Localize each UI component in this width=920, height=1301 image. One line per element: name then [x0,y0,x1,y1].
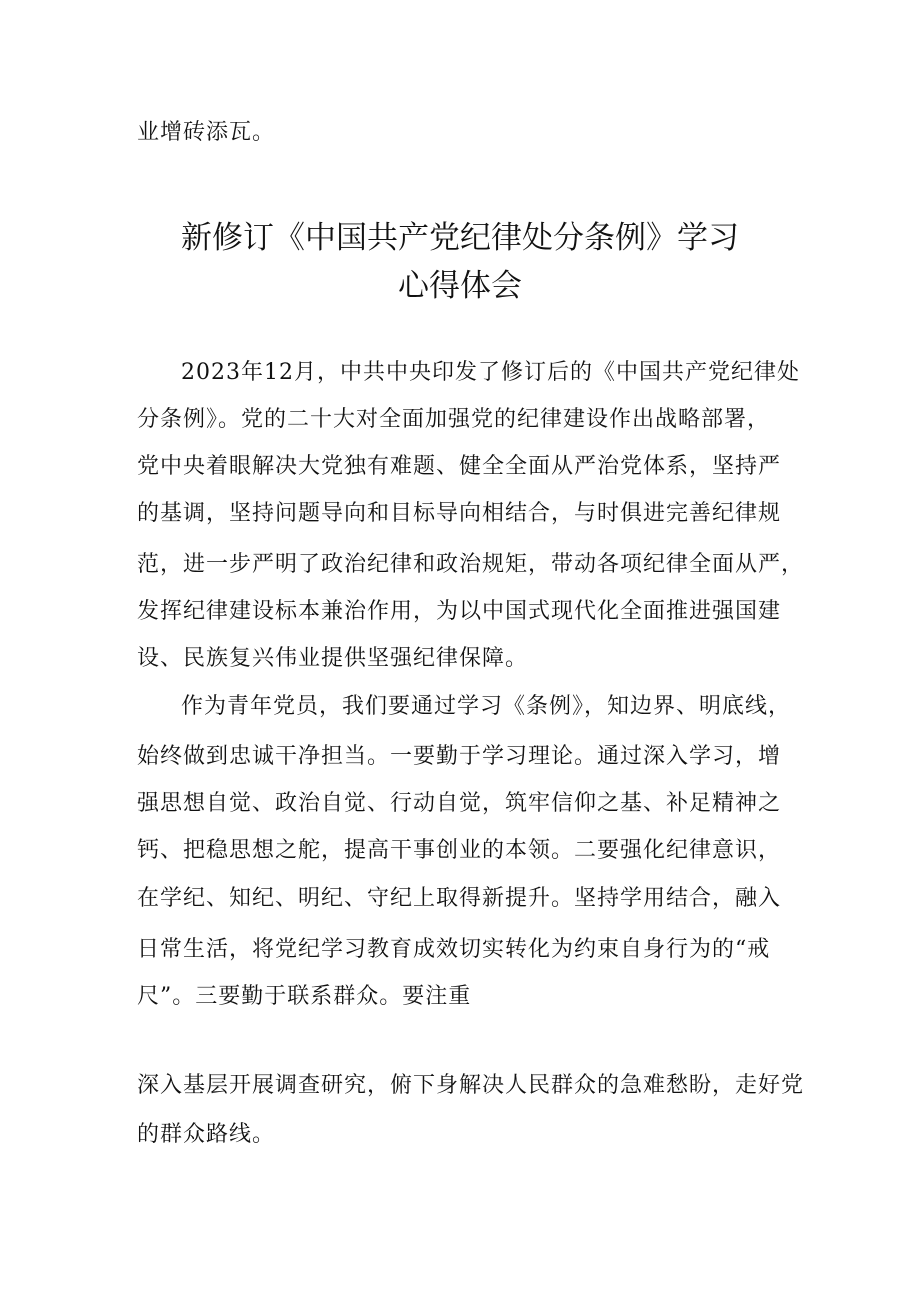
document-title-line-2: 心得体会 [398,268,522,304]
paragraph-line: 日常生活，将党纪学习教育成效切实转化为约束自身行为的“戒 [137,937,771,962]
document-title-line-1: 新修订《中国共产党纪律处分条例》学习 [181,220,739,256]
paragraph-line: 强思想自觉、政治自觉、行动自觉，筑牢信仰之基、补足精神之 [137,791,782,816]
paragraph-line: 作为青年党员，我们要通过学习《条例》，知边界、明底线， [181,694,792,719]
paragraph-line: 的基调，坚持问题导向和目标导向相结合，与时俱进完善纪律规 [137,501,782,526]
paragraph-line: 尺”。三要勤于联系群众。要注重 [137,984,472,1009]
paragraph-line: 范，进一步严明了政治纪律和政治规矩，带动各项纪律全面从严， [137,552,805,577]
paragraph-line: 2023年12月，中共中央印发了修订后的《中国共产党纪律处 [181,360,800,385]
paragraph-line: 设、民族复兴伟业提供坚强纪律保障。 [137,646,529,671]
paragraph-line: 在学纪、知纪、明纪、守纪上取得新提升。坚持学用结合，融入 [137,886,782,911]
paragraph-line: 党中央着眼解决大党独有难题、健全全面从严治党体系，坚持严 [137,454,782,479]
paragraph-line: 钙、把稳思想之舵，提高干事创业的本领。二要强化纪律意识， [137,838,782,863]
paragraph-line: 分条例》。党的二十大对全面加强党的纪律建设作出战略部署， [137,407,771,432]
paragraph-line: 发挥纪律建设标本兼治作用，为以中国式现代化全面推进强国建 [137,599,782,624]
paragraph-line: 的群众路线。 [137,1122,276,1147]
paragraph-line: 深入基层开展调查研究，俯下身解决人民群众的急难愁盼，走好党 [137,1073,805,1098]
carryover-text: 业增砖添瓦。 [137,120,276,145]
paragraph-line: 始终做到忠诚干净担当。一要勤于学习理论。通过深入学习，增 [137,744,782,769]
